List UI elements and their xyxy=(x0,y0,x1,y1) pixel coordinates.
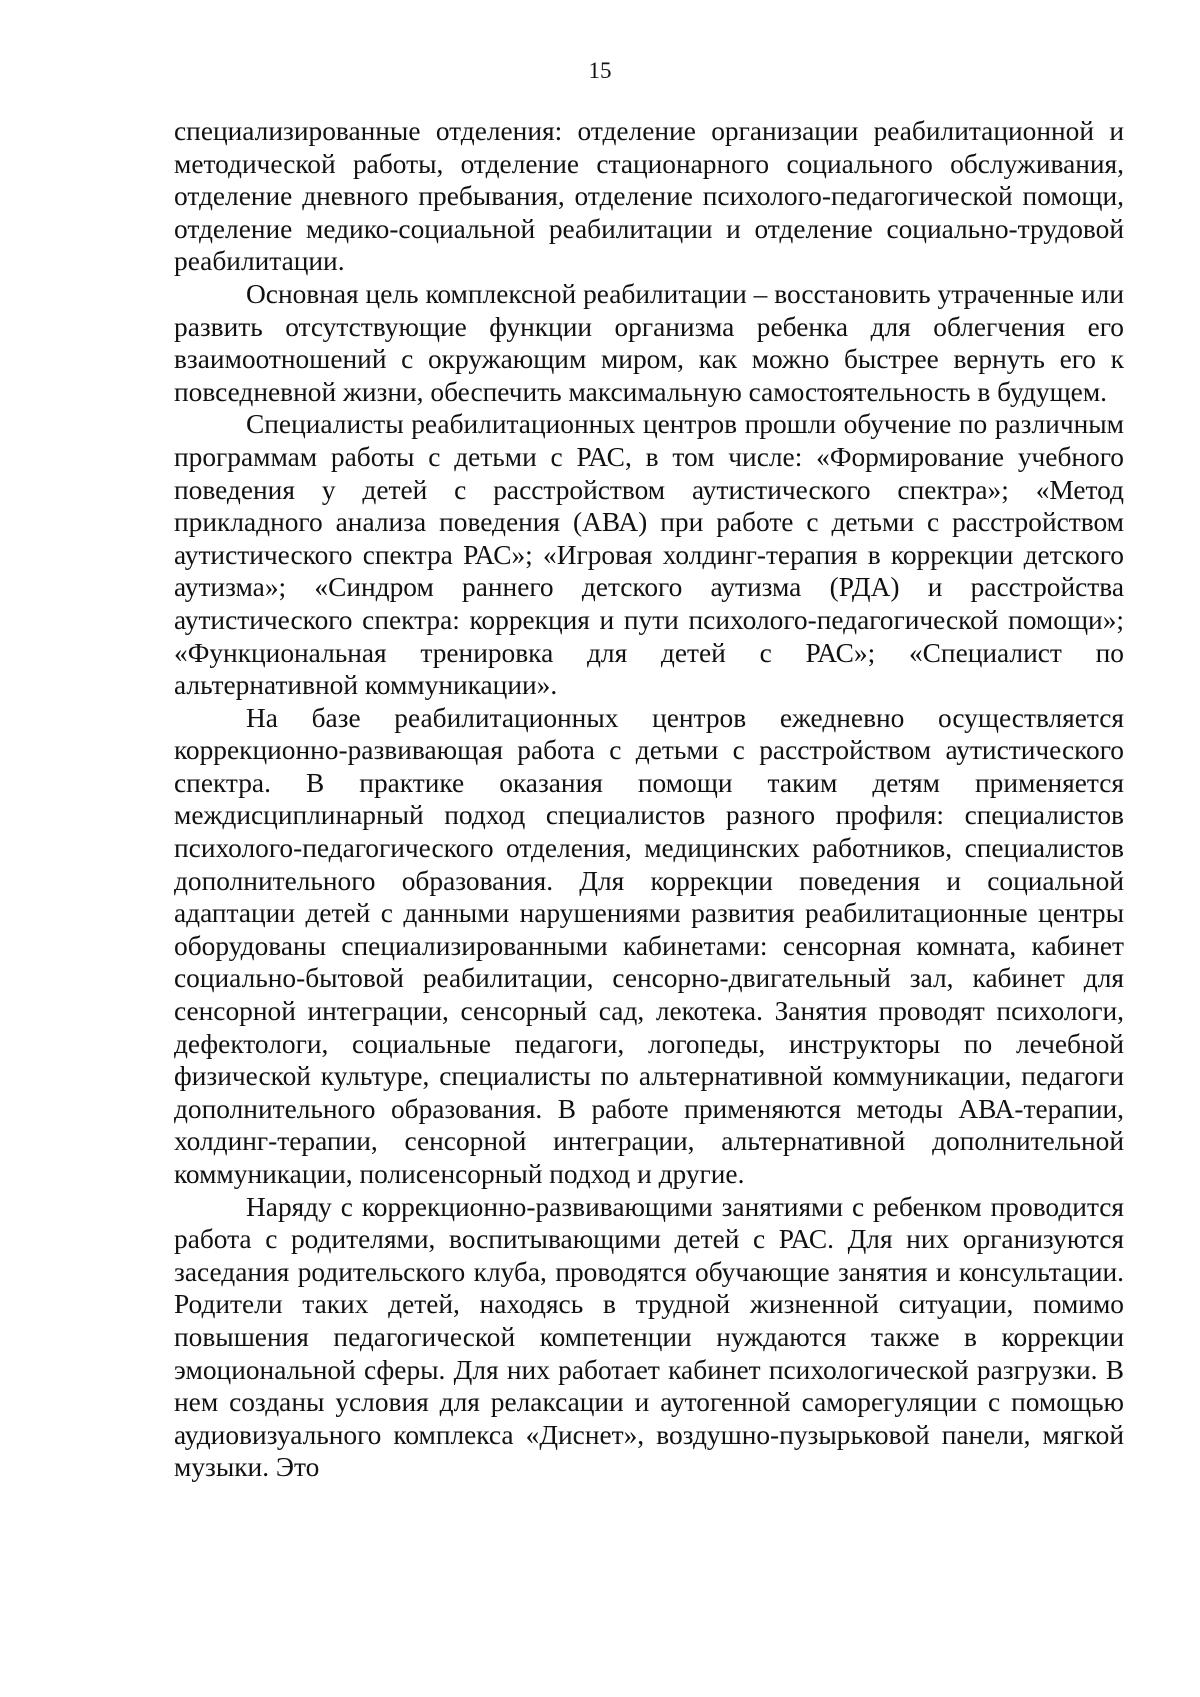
document-body xyxy=(174,115,1124,1484)
paragraph-correctional-work: На базе реабилитационных центров ежедневно осуществляется коррекционно-развивающая работа с детьми с расстройством аутистического спектра. В практике оказания помощи таким детям применяется междисциплинарный подход специалистов разного профиля: специалистов психолого-педагогического отделения, медицинских работников, специалистов дополнительного образования. Для коррекции поведения и социальной адаптации детей с данными нарушениями развития реабилитационные центры оборудованы специализированными кабинетами: сенсорная комната, кабинет социально-бытовой реабилитации, сенсорно-двигательный зал, кабинет для сенсорной интеграции, сенсорный сад, лекотека. Занятия проводят психологи, дефектологи, социальные педагоги, логопеды, инструкторы по лечебной физической культуре, специалисты по альтернативной коммуникации, педагоги дополнительного образования. В работе применяются методы АВА-терапии, холдинг-терапии, сенсорной интеграции, альтернативной дополнительной коммуникации, полисенсорный подход и другие. xyxy=(174,702,1124,1189)
paragraph-specialist-training: Специалисты реабилитационных центров прошли обучение по различным программам работы с детьми с РАС, в том числе: «Формирование учебного поведения у детей с расстройством аутистического спектра»; «Метод прикладного анализа поведения (АВА) при работе с детьми с расстройством аутистического спектра РАС»; «Игровая холдинг-терапия в коррекции детского аутизма»; «Синдром раннего детского аутизма (РДА) и расстройства аутистического спектра: коррекция и пути психолого-педагогической помощи»; «Функциональная тренировка для детей с РАС»; «Специалист по альтернативной коммуникации». xyxy=(174,409,1124,701)
paragraph-parent-work: Наряду с коррекционно-развивающими занятиями с ребенком проводится работа с родителями, воспитывающими детей с РАС. Для них организуются заседания родительского клуба, проводятся обучающие занятия и консультации. Родители таких детей, находясь в трудной жизненной ситуации, помимо повышения педагогической компетенции нуждаются также в коррекции эмоциональной сферы. Для них работает кабинет психологической разгрузки. В нем созданы условия для релаксации и аутогенной саморегуляции с помощью аудиовизуального комплекса «Диснет», воздушно-пузырьковой панели, мягкой музыки. Это xyxy=(174,1191,1124,1483)
paragraph-rehabilitation-goal: Основная цель комплексной реабилитации – восстановить утраченные или развить отсутствующие функции организма ребенка для облегчения его взаимоотношений с окружающим миром, как можно быстрее вернуть его к повседневной жизни, обеспечить максимальную самостоятельность в будущем. xyxy=(174,278,1124,407)
paragraph-continuation: специализированные отделения: отделение организации реабилитационной и методической работы, отделение стационарного социального обслуживания, отделение дневного пребывания, отделение психолого-педагогической помощи, отделение медико-социальной реабилитации и отделение социально-трудовой реабилитации. xyxy=(174,116,1124,277)
page-number: 15 xyxy=(588,58,612,83)
